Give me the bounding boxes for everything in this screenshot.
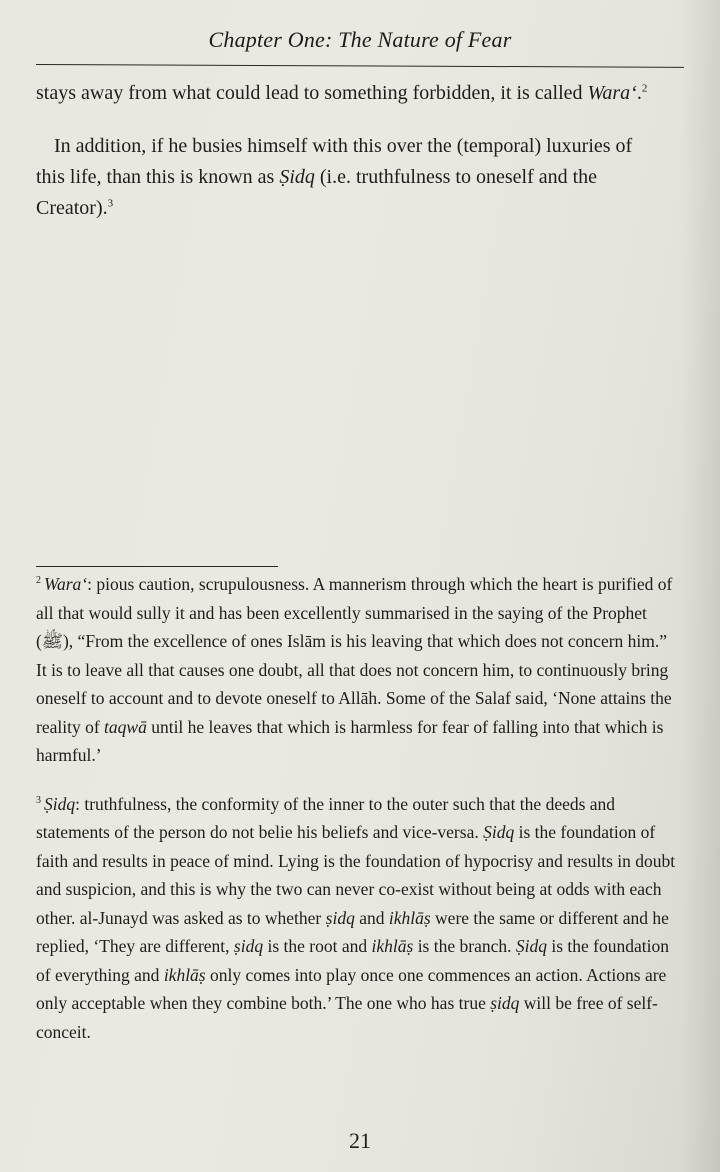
- fn3-text-h: only comes into play once one commences an action. Actions are only acceptable when they combine both.’ The one who has true: [36, 964, 667, 1013]
- p2-term-sidq: Ṣidq: [279, 166, 315, 188]
- footnote-2-marker: 2: [36, 575, 41, 587]
- footnote-rule: [36, 566, 278, 567]
- fn3-term-c: ṣidq: [325, 907, 355, 928]
- fn3-text-g: is the foundation of everything and: [36, 936, 669, 985]
- fn3-term-sidq: Ṣidq: [44, 793, 76, 814]
- header-rule: [36, 64, 684, 68]
- fn3-text-c: and: [354, 907, 389, 928]
- fn2-text-b: until he leaves that which is harmless for fear of falling into that which is harmful.’: [36, 716, 664, 765]
- fn3-term-d: ikhlāṣ: [388, 907, 431, 928]
- footnote-2: [36, 570, 676, 770]
- page-number: 21: [349, 1128, 371, 1153]
- fn3-text-f: is the branch.: [413, 936, 516, 956]
- fn2-term-taqwa: taqwā: [104, 716, 147, 737]
- fn3-text-i: will be free of self-conceit.: [36, 993, 658, 1042]
- p2-text-after: (i.e. truthfulness to oneself and the Creator).: [36, 166, 598, 219]
- p1-term-wara: Wara‘: [587, 82, 637, 104]
- footnote-3: [36, 790, 676, 1047]
- fn2-term-wara: Wara‘: [44, 574, 88, 594]
- fn3-term-h: ikhlāṣ: [163, 964, 206, 985]
- footnotes: [36, 570, 676, 1066]
- fn3-term-b: Ṣidq: [483, 822, 515, 842]
- p1-text-before: stays away from what could lead to something forbidden, it is called: [36, 82, 588, 104]
- fn3-term-i: ṣidq: [490, 993, 520, 1013]
- fn3-text-e: is the root and: [263, 936, 372, 956]
- body-text: [36, 78, 656, 246]
- running-head: Chapter One: The Nature of Fear: [208, 27, 512, 52]
- footnote-ref-3[interactable]: 3: [107, 197, 114, 210]
- p2-text-before: In addition, if he busies himself with this over the (temporal) luxuries of this life, than this is known as: [36, 135, 633, 188]
- paragraph-2: [36, 131, 656, 224]
- fn3-text-b: is the foundation of faith and results in peace of mind. Lying is the foundation of hypocrisy and results in doubt and suspicion, and this is why the two can never co-exist without being at odds with each other. al-Junayd was asked as to whether: [36, 822, 676, 928]
- fn3-term-e: ṣidq: [233, 936, 264, 956]
- footnote-3-marker: 3: [36, 794, 41, 806]
- fn2-text-a: : pious caution, scrupulousness. A mannerism through which the heart is purified of all that would sully it and has been excellently summarised in the saying of the Prophet (ﷺ), “From the excellence of ones Islām is his leaving that which does not concern him.” It is to leave all that causes one doubt, all that does not concern him, to continuously bring oneself to account and to devote oneself to Allāh. Some of the Salaf said, ‘None attains the reality of: [36, 574, 673, 737]
- fn3-term-g: Ṣidq: [515, 936, 547, 956]
- fn3-text-d: were the same or different and he replied, ‘They are different,: [36, 907, 669, 956]
- fn3-term-f: ikhlāṣ: [371, 936, 414, 956]
- fn3-text-a: : truthfulness, the conformity of the inner to the outer such that the deeds and statements of the person do not belie his beliefs and vice-versa.: [36, 793, 616, 842]
- footnote-ref-2[interactable]: 2: [641, 82, 648, 95]
- paragraph-1: [36, 78, 656, 109]
- p1-text-after: .: [636, 82, 642, 104]
